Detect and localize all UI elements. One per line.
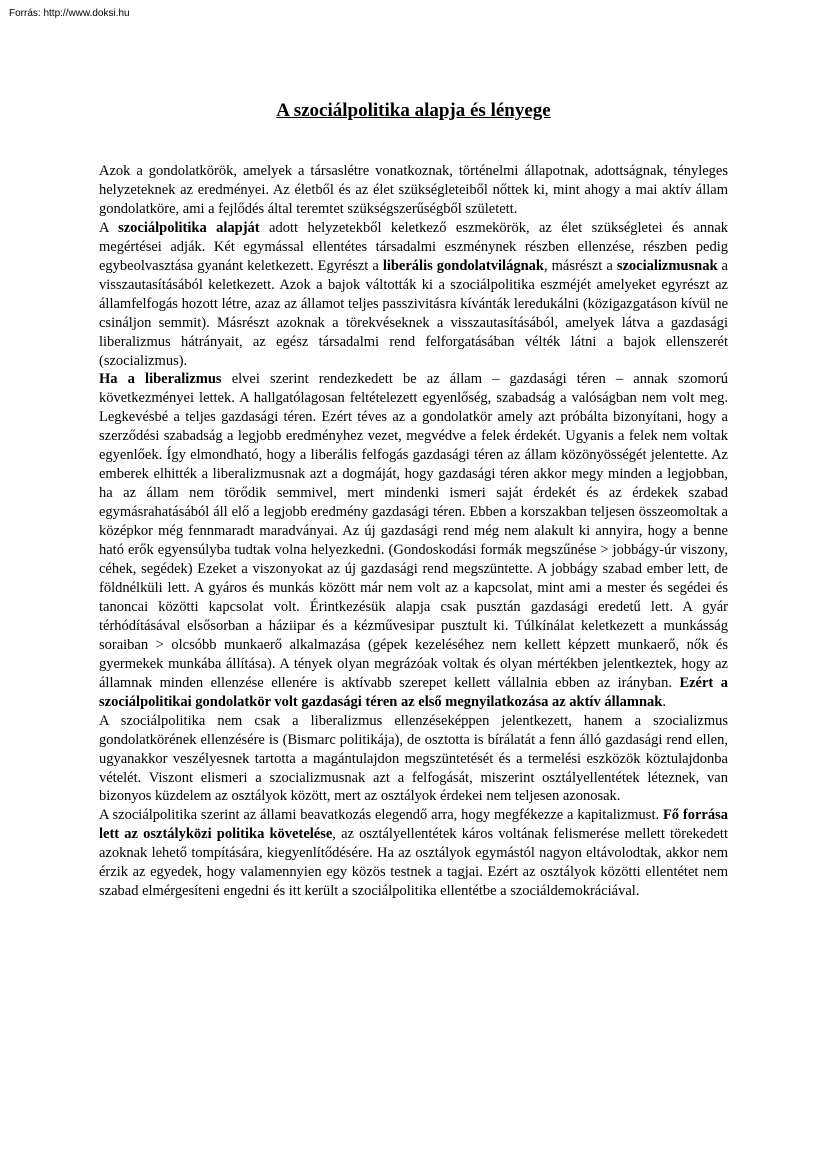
text-run: adott helyzetekből keletkező eszmekörök, az élet szükségletei és annak megértései adják. Két egymással ellentétes társadalmi eszménynek részben ellenzése, részben pedig egybeolvasztása gyanánt keletkezett. Egyrészt a: [99, 219, 729, 274]
paragraph-2: [99, 219, 728, 371]
document-title: A szociálpolitika alapja és lényege: [276, 100, 551, 121]
text-run: elvei szerint rendezkedett be az állam – gazdasági téren – annak szomorú következményei lettek. A hallgatólagosan feltételezett egyenlőség, szabadság a valóságban nem volt meg. Legkevésbé a teljes gazdasági téren. Ezért téves az a gondolatkör amely azt próbálta bizonyítani, hogy a szerződési szabadság a legjobb eredményhez vezet, megvédve a felek érdekét. Ugyanis a felek nem voltak egyenlőek. Így elmondható, hogy a liberális felfogás gazdasági téren az állam közönyösségét jelentette. Az emberek elhitték a liberalizmusnak azt a dogmáját, hogy gazdasági téren akkor megy minden a legjobban, ha az állam nem törődik semmivel, mert mindenki ismeri saját érdekét és az érdekek szabad egymásrahatásából áll elő a legjobb eredmény gazdasági téren. Ebben a korszakban teljesen összeomoltak a középkor még fennmaradt maradványai. Az új gazdasági rend még nem alakult ki annyira, hogy a benne ható erők egyensúlyba tudtak volna helyezkedni. (Gondoskodási formák megszűnése > jobbágy-úr viszony, céhek, segédek) Ezeket a viszonyokat az új gazdasági rend megszüntette. A jobbágy szabad ember lett, de földnélküli lett. A gyáros és munkás között már nem volt az a kapcsolat, mint ami a mester és segédei és tanoncai közötti kapcsolat volt. Érintkezésük alapja csak pusztán gazdasági eredetű lett. A gyár térhódításával elsősorban a háziipar és a kézművesipar pusztult ki. Túlkínálat keletkezett a munkásság soraiban > olcsóbb munkaerő alkalmazása (gépek kezeléséhez nem kellett képzett munkaerő, nők és gyermekek munkába állítása). A tények olyan megrázóak voltak és olyan mértékben jelentkeztek, hogy az államnak minden ellenzése ellenére is aktívabb szerepet kellett vállalnia ebben az irányban.: [99, 371, 728, 691]
bold-text-run: Fő forrása lett az osztályközi politika követelése: [99, 807, 729, 843]
text-run: A szociálpolitika nem csak a liberalizmus ellenzéseképpen jelentkezett, hanem a szocializmus gondolatkörének ellenzésére is (Bismarc politikája), de osztotta is bírálatát a fenn álló gazdasági rend ellen, ugyanakkor veszélyesnek tartotta a magántulajdon megszüntetését és a termelési eszközök köztulajdonba vételét. Viszont elismeri a szocializmusnak azt a felfogását, miszerint osztályellentétek léteznek, van bizonyos küzdelem az osztályok között, mert az osztályok érdekei nem teljesen azonosak.: [99, 712, 728, 805]
document-body: [99, 162, 728, 901]
text-run: , másrészt a: [543, 257, 617, 274]
bold-text-run: liberális gondolatvilágnak: [382, 257, 544, 274]
source-url-line: Forrás: http://www.doksi.hu: [9, 8, 130, 19]
text-run: Azok a gondolatkörök, amelyek a társaslétre vonatkoznak, történelmi állapotnak, adottságnak, tényleges helyzeteknek az eredményei. Az életből és az élet szükségleteiből nőttek ki, mint ahogy a mai aktív állam gondolatköre, ami a fejlődés által teremtet szükségszerűségből született.: [99, 163, 728, 217]
bold-text-run: szociálpolitika alapját: [118, 219, 260, 236]
text-run: , az osztályellentétek káros voltának felismerése mellett törekedett azoknak lehető tompítására, kiegyenlítődésére. Ha az osztályok egymástól nagyon eltávolodtak, akkor nem érzik az egyedek, hogy valamennyien egy közös testnek a tagjai. Ezért az osztályok közötti ellentétet nem szabad elmérgesíteni engedni és itt került a szociálpolitika ellentétbe a szociáldemokráciával.: [99, 826, 728, 900]
text-run: .: [662, 693, 666, 710]
text-run: A szociálpolitika szerint az állami beavatkozás elegendő arra, hogy megfékezze a kapitalizmust.: [99, 807, 663, 824]
bold-text-run: Ezért a szociálpolitikai gondolatkör volt gazdasági téren az első megnyilatkozása az aktív államnak: [99, 674, 728, 710]
bold-text-run: Ha a liberalizmus: [99, 371, 222, 388]
paragraph-1: [99, 162, 728, 219]
text-run: a visszautasításából keletkezett. Azok a bajok váltották ki a szociálpolitika eszméjét amelyeket egyrészt az államfelfogás hozott létre, azaz az államot teljes passzivitásra kívánták leredukálni (közigazgatáson kívül ne csináljon semmit). Másrészt azoknak a törekvéseknek a visszautasításából, amelyek látva a gazdasági liberalizmus hátrányait, az egész társadalmi rend felforgatásában vélték látni a bajok ellenszerét (szocializmus).: [99, 257, 728, 369]
paragraph-3: [99, 370, 728, 711]
paragraph-4: [99, 712, 728, 807]
paragraph-5: [99, 806, 728, 901]
text-run: A: [99, 219, 119, 236]
bold-text-run: szocializmusnak: [616, 257, 718, 274]
